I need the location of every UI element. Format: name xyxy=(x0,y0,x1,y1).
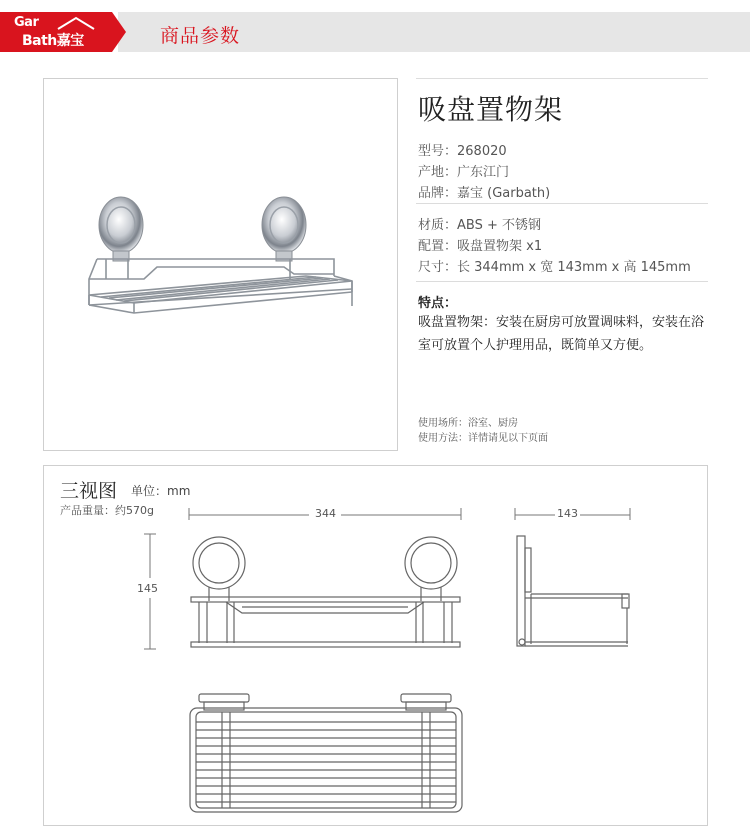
side-view xyxy=(517,536,629,646)
width-dimension-label: 344 xyxy=(315,507,336,520)
house-roof-icon xyxy=(56,16,100,30)
product-brand: 品牌：嘉宝 (Garbath) xyxy=(418,186,551,201)
divider xyxy=(416,203,708,204)
divider xyxy=(416,78,708,79)
product-weight: 产品重量：约570g xyxy=(60,504,154,517)
brand-logo xyxy=(0,12,112,52)
product-image xyxy=(44,79,399,452)
logo-arrow xyxy=(112,12,126,52)
top-view xyxy=(190,694,462,812)
logo-text-gar: Gar xyxy=(14,15,39,30)
dimension-lines xyxy=(144,508,630,649)
suction-cup-right xyxy=(262,197,306,261)
product-model: 型号：268020 xyxy=(418,144,507,159)
height-dimension-label: 145 xyxy=(137,582,158,595)
section-header xyxy=(0,12,750,52)
usage-place: 使用场所：浴室、厨房 xyxy=(418,418,518,429)
divider xyxy=(416,281,708,282)
views-unit: 单位：mm xyxy=(131,484,191,498)
suction-cup-left xyxy=(99,197,143,261)
views-title: 三视图 xyxy=(60,480,118,502)
product-image-panel xyxy=(43,78,398,451)
product-material: 材质：ABS + 不锈钢 xyxy=(418,218,541,233)
product-name: 吸盘置物架 xyxy=(418,93,564,126)
product-size: 尺寸：长 344mm x 宽 143mm x 高 145mm xyxy=(418,260,691,275)
section-title: 商品参数 xyxy=(160,25,241,47)
product-origin: 产地：广东江门 xyxy=(418,165,510,180)
feature-text: 吸盘置物架：安装在厨房可放置调味料，安装在浴室可放置个人护理用品，既简单又方便。 xyxy=(418,315,705,353)
usage-method: 使用方法：详情请见以下页面 xyxy=(418,433,548,444)
wire-basket xyxy=(89,259,352,313)
depth-dimension-label: 143 xyxy=(557,507,578,520)
three-view-panel xyxy=(43,465,708,826)
feature-title: 特点： xyxy=(418,296,458,311)
front-view xyxy=(191,537,460,647)
logo-text-bath: Bath嘉宝 xyxy=(22,33,84,49)
product-config: 配置：吸盘置物架 x1 xyxy=(418,239,543,254)
technical-drawing xyxy=(44,466,709,827)
